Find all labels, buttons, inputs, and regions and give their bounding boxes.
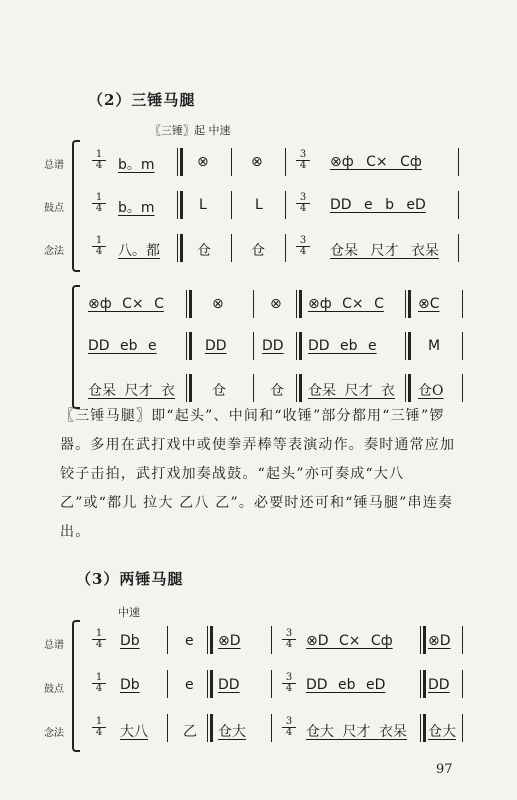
score-cell: DD eb e bbox=[308, 338, 377, 354]
repeat-barline bbox=[405, 332, 411, 360]
barline bbox=[167, 714, 168, 742]
score-cell: L bbox=[255, 197, 263, 213]
score-cell: 仓O bbox=[418, 383, 444, 399]
score-cell: DD eb eD bbox=[306, 677, 386, 693]
time-signature: $\frac{3}{4}$ bbox=[296, 150, 310, 171]
label-gudian: 鼓点 bbox=[44, 203, 64, 214]
barline bbox=[462, 714, 463, 742]
score-cell: DD bbox=[205, 338, 227, 354]
system-1-brace bbox=[72, 140, 80, 272]
score-cell: M bbox=[428, 338, 441, 354]
score-cell: Db bbox=[120, 677, 140, 693]
section-2-heading: （2）三锤马腿 bbox=[88, 91, 196, 109]
score-cell: DD bbox=[262, 338, 284, 354]
barline bbox=[462, 374, 463, 402]
score-cell: DD e b eD bbox=[330, 197, 426, 213]
system-2-brace bbox=[72, 285, 80, 409]
repeat-barline bbox=[207, 714, 213, 742]
time-signature: $\frac{1}{4}$ bbox=[92, 717, 106, 738]
score-cell: 仓 bbox=[270, 383, 284, 399]
repeat-barline bbox=[420, 626, 426, 654]
score-cell: ⊗D bbox=[428, 633, 451, 649]
repeat-barline bbox=[296, 332, 302, 360]
barline bbox=[231, 234, 232, 262]
label-zongpu: 总谱 bbox=[44, 160, 64, 171]
barline bbox=[462, 332, 463, 360]
time-signature: $\frac{1}{4}$ bbox=[92, 150, 106, 171]
repeat-barline bbox=[177, 191, 183, 219]
barline bbox=[231, 191, 232, 219]
system-3-brace bbox=[72, 620, 80, 752]
barline bbox=[271, 714, 272, 742]
score-cell: ⊗ bbox=[197, 154, 209, 170]
time-signature: $\frac{3}{4}$ bbox=[296, 193, 310, 214]
repeat-barline bbox=[405, 290, 411, 318]
score-cell: ⊗ф C× Cф bbox=[330, 154, 422, 170]
score-cell: 乙 bbox=[183, 724, 197, 740]
score-cell: ⊗C bbox=[418, 296, 440, 312]
score-cell: 仓呆 尺才 衣呆 bbox=[330, 243, 439, 259]
score-cell: DD bbox=[428, 677, 450, 693]
label-nianfa: 念法 bbox=[44, 246, 64, 257]
repeat-barline bbox=[420, 714, 426, 742]
score-cell: ⊗ bbox=[212, 296, 224, 312]
score-cell: Db bbox=[120, 633, 140, 649]
repeat-barline bbox=[177, 148, 183, 176]
repeat-barline bbox=[186, 332, 192, 360]
score-cell: 八。都 bbox=[118, 243, 160, 259]
score-cell: e bbox=[185, 633, 194, 649]
barline bbox=[458, 148, 459, 176]
score-cell: 仓 bbox=[251, 243, 265, 259]
page-number: 97 bbox=[436, 762, 453, 777]
repeat-barline bbox=[186, 290, 192, 318]
score-cell: ⊗D bbox=[218, 633, 241, 649]
score-cell: DD bbox=[218, 677, 240, 693]
repeat-barline bbox=[207, 670, 213, 698]
repeat-barline bbox=[420, 670, 426, 698]
barline bbox=[462, 670, 463, 698]
score-cell: b。m bbox=[118, 157, 155, 173]
barline bbox=[285, 234, 286, 262]
barline bbox=[458, 234, 459, 262]
barline bbox=[167, 670, 168, 698]
barline bbox=[462, 626, 463, 654]
score-cell: ⊗ф C× C bbox=[308, 296, 384, 312]
barline bbox=[253, 374, 254, 402]
time-signature: $\frac{1}{4}$ bbox=[92, 673, 106, 694]
barline bbox=[458, 191, 459, 219]
score-cell: DD eb e bbox=[88, 338, 157, 354]
label-zongpu: 总谱 bbox=[44, 640, 64, 651]
score-cell: ⊗ф C× C bbox=[88, 296, 164, 312]
time-signature: $\frac{1}{4}$ bbox=[92, 193, 106, 214]
score-cell: 仓大 bbox=[428, 724, 456, 740]
score-cell: 大八 bbox=[120, 724, 148, 740]
time-signature: $\frac{3}{4}$ bbox=[282, 629, 296, 650]
repeat-barline bbox=[186, 374, 192, 402]
repeat-barline bbox=[405, 374, 411, 402]
barline bbox=[271, 670, 272, 698]
repeat-barline bbox=[296, 290, 302, 318]
score-cell: 仓 bbox=[197, 243, 211, 259]
barline bbox=[271, 626, 272, 654]
time-signature: $\frac{3}{4}$ bbox=[296, 236, 310, 257]
barline bbox=[285, 148, 286, 176]
section-3-tempo: 中速 bbox=[118, 606, 140, 619]
section-3-heading: （3）两锤马腿 bbox=[76, 570, 184, 588]
time-signature: $\frac{1}{4}$ bbox=[92, 629, 106, 650]
score-cell: 仓 bbox=[212, 383, 226, 399]
time-signature: $\frac{3}{4}$ bbox=[282, 717, 296, 738]
score-cell: b。m bbox=[118, 200, 155, 216]
barline bbox=[253, 332, 254, 360]
score-cell: e bbox=[185, 677, 194, 693]
barline bbox=[167, 626, 168, 654]
time-signature: $\frac{1}{4}$ bbox=[92, 236, 106, 257]
score-cell: 仓呆 尺才 衣 bbox=[308, 383, 395, 399]
score-cell: ⊗D C× Cф bbox=[306, 633, 393, 649]
score-cell: L bbox=[199, 197, 207, 213]
score-cell: 仓大 尺才 衣呆 bbox=[306, 724, 407, 740]
repeat-barline bbox=[177, 234, 183, 262]
score-cell: ⊗ bbox=[251, 154, 263, 170]
barline bbox=[231, 148, 232, 176]
repeat-barline bbox=[296, 374, 302, 402]
barline bbox=[253, 290, 254, 318]
time-signature: $\frac{3}{4}$ bbox=[282, 673, 296, 694]
explanation-paragraph: 〖三锤马腿〗即“起头”、中间和“收锤”部分都用“三锤”锣器。多用在武打戏中或使拳弄棒等表演动作。奏时通常应加铰子击拍，武打戏加奏战鼓。“起头”亦可奏成“大八乙”或“都儿 拉大 乙八 乙”。必要时还可和“锤马腿”串连奏出。 bbox=[60, 408, 456, 540]
score-cell: ⊗ bbox=[270, 296, 282, 312]
label-gudian: 鼓点 bbox=[44, 684, 64, 695]
repeat-barline bbox=[207, 626, 213, 654]
barline bbox=[462, 290, 463, 318]
label-nianfa: 念法 bbox=[44, 728, 64, 739]
section-2-tempo: 〖三锤〗起 中速 bbox=[150, 124, 231, 137]
score-cell: 仓呆 尺才 衣 bbox=[88, 383, 175, 399]
barline bbox=[285, 191, 286, 219]
score-cell: 仓大 bbox=[218, 724, 246, 740]
